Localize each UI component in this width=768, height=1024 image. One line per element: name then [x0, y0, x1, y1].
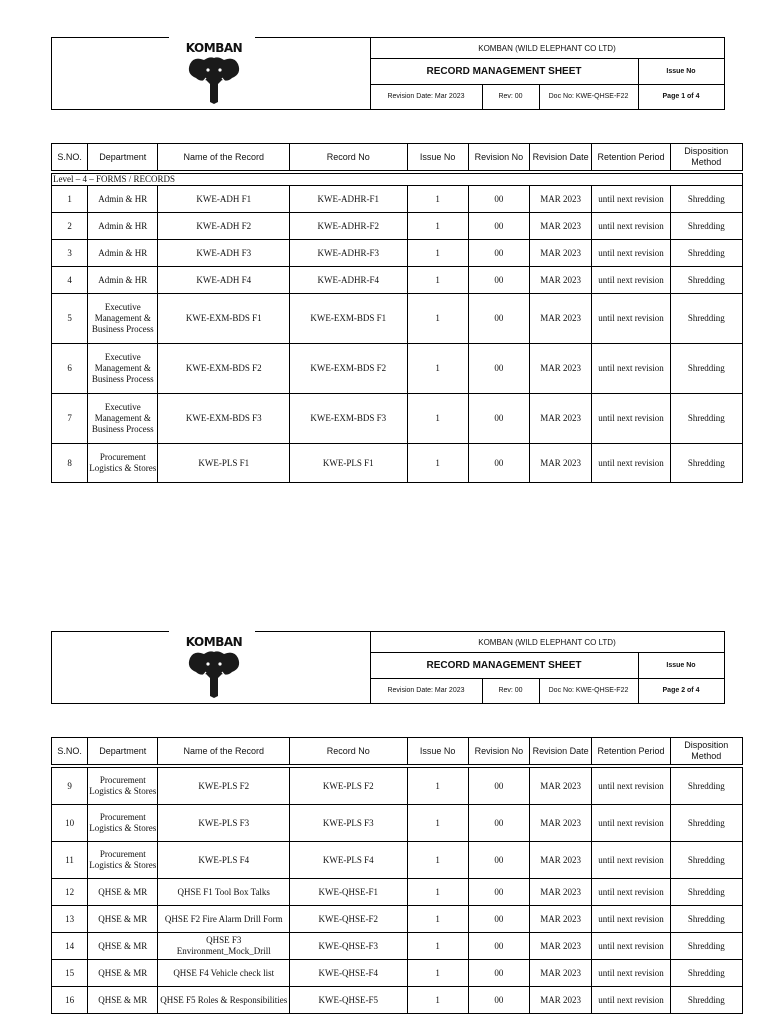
revision-date-cell: MAR 2023	[530, 186, 592, 213]
sno-cell: 11	[52, 842, 88, 879]
revision-cell: 00	[468, 394, 529, 444]
retention-cell: until next revision	[592, 394, 670, 444]
record-name-cell: KWE-PLS F2	[158, 768, 290, 805]
disposition-cell: Shredding	[670, 960, 742, 987]
revision-cell: 00	[468, 906, 529, 933]
department-cell: QHSE & MR	[88, 987, 158, 1014]
record-name-cell: QHSE F4 Vehicle check list	[158, 960, 290, 987]
retention-cell: until next revision	[592, 294, 670, 344]
revision-date-cell: MAR 2023	[530, 444, 592, 483]
table-header-row	[52, 144, 743, 171]
department-cell: Executive Management & Business Process	[88, 394, 158, 444]
revision-date-cell: MAR 2023	[530, 240, 592, 267]
revision-cell: 00	[468, 344, 529, 394]
issue-cell: 1	[407, 444, 468, 483]
document-header	[51, 37, 725, 110]
issue-cell: 1	[407, 805, 468, 842]
record-number-cell: KWE-QHSE-F3	[290, 933, 408, 960]
table-row	[52, 842, 743, 879]
revision-number: Rev: 00	[482, 84, 540, 109]
department-cell: Admin & HR	[88, 240, 158, 267]
disposition-cell: Shredding	[670, 933, 742, 960]
record-name-cell: KWE-ADH F3	[158, 240, 290, 267]
disposition-cell: Shredding	[670, 294, 742, 344]
department-cell: Admin & HR	[88, 186, 158, 213]
disposition-cell: Shredding	[670, 805, 742, 842]
record-number-cell: KWE-ADHR-F3	[290, 240, 408, 267]
retention-cell: until next revision	[592, 842, 670, 879]
department-cell: QHSE & MR	[88, 906, 158, 933]
issue-label: Issue No	[666, 67, 696, 75]
revision-cell: 00	[468, 213, 529, 240]
record-number-cell: KWE-ADHR-F2	[290, 213, 408, 240]
record-name-cell: KWE-ADH F1	[158, 186, 290, 213]
col-header: Disposition Method	[670, 738, 742, 765]
sno-cell: 14	[52, 933, 88, 960]
col-header: Revision No	[468, 144, 529, 171]
revision-cell: 00	[468, 842, 529, 879]
page-number: Page 2 of 4	[662, 687, 700, 694]
col-header: S.NO.	[52, 738, 88, 765]
col-header: Retention Period	[592, 738, 670, 765]
disposition-cell: Shredding	[670, 444, 742, 483]
retention-cell: until next revision	[592, 267, 670, 294]
elephant-logo-icon	[184, 648, 244, 698]
elephant-logo-icon	[184, 54, 244, 104]
issue-cell: 1	[407, 933, 468, 960]
revision-date-cell: MAR 2023	[530, 394, 592, 444]
department-cell: Procurement Logistics & Stores	[88, 842, 158, 879]
disposition-cell: Shredding	[670, 768, 742, 805]
record-name-cell: KWE-PLS F1	[158, 444, 290, 483]
revision-cell: 00	[468, 186, 529, 213]
retention-cell: until next revision	[592, 344, 670, 394]
revision-date-cell: MAR 2023	[530, 842, 592, 879]
sno-cell: 3	[52, 240, 88, 267]
record-name-cell: KWE-EXM-BDS F1	[158, 294, 290, 344]
disposition-cell: Shredding	[670, 240, 742, 267]
disposition-cell: Shredding	[670, 344, 742, 394]
disposition-cell: Shredding	[670, 213, 742, 240]
revision-cell: 00	[468, 267, 529, 294]
revision-cell: 00	[468, 240, 529, 267]
revision-cell: 00	[468, 879, 529, 906]
table-row	[52, 267, 743, 294]
retention-cell: until next revision	[592, 768, 670, 805]
revision-cell: 00	[468, 444, 529, 483]
issue-cell: 1	[407, 906, 468, 933]
issue-cell: 1	[407, 960, 468, 987]
revision-date-cell: MAR 2023	[530, 267, 592, 294]
record-number-cell: KWE-ADHR-F1	[290, 186, 408, 213]
record-number-cell: KWE-PLS F1	[290, 444, 408, 483]
records-table-page-2	[51, 737, 743, 1014]
table-row	[52, 879, 743, 906]
col-header: Issue No	[407, 738, 468, 765]
document-number: Doc No: KWE-QHSE-F22	[539, 84, 639, 109]
disposition-cell: Shredding	[670, 394, 742, 444]
table-row	[52, 394, 743, 444]
record-name-cell: KWE-ADH F2	[158, 213, 290, 240]
issue-cell: 1	[407, 267, 468, 294]
sheet-title: RECORD MANAGEMENT SHEET	[370, 58, 639, 84]
revision-date-cell: MAR 2023	[530, 879, 592, 906]
retention-cell: until next revision	[592, 213, 670, 240]
disposition-cell: Shredding	[670, 842, 742, 879]
issue-cell: 1	[407, 186, 468, 213]
sno-cell: 12	[52, 879, 88, 906]
disposition-cell: Shredding	[670, 987, 742, 1014]
record-number-cell: KWE-EXM-BDS F2	[290, 344, 408, 394]
disposition-cell: Shredding	[670, 267, 742, 294]
table-row	[52, 768, 743, 805]
col-header: Revision Date	[530, 144, 592, 171]
issue-cell: 1	[407, 879, 468, 906]
revision-date-cell: MAR 2023	[530, 805, 592, 842]
col-header: Record No	[290, 144, 408, 171]
record-name-cell: KWE-PLS F3	[158, 805, 290, 842]
table-row	[52, 294, 743, 344]
document-number: Doc No: KWE-QHSE-F22	[539, 678, 639, 703]
department-cell: Procurement Logistics & Stores	[88, 768, 158, 805]
record-number-cell: KWE-QHSE-F5	[290, 987, 408, 1014]
table-row	[52, 240, 743, 267]
record-name-cell: KWE-ADH F4	[158, 267, 290, 294]
logo-cell	[52, 38, 371, 109]
table-row	[52, 213, 743, 240]
issue-label: Issue No	[666, 661, 696, 669]
retention-cell: until next revision	[592, 906, 670, 933]
record-name-cell: QHSE F3 Environment_Mock_Drill	[158, 933, 290, 960]
sno-cell: 16	[52, 987, 88, 1014]
issue-cell: 1	[407, 842, 468, 879]
company-name: KOMBAN (WILD ELEPHANT CO LTD)	[370, 38, 724, 59]
col-header: S.NO.	[52, 144, 88, 171]
revision-date-cell: MAR 2023	[530, 960, 592, 987]
col-header: Retention Period	[592, 144, 670, 171]
revision-date-cell: MAR 2023	[530, 344, 592, 394]
department-cell: Admin & HR	[88, 267, 158, 294]
revision-cell: 00	[468, 805, 529, 842]
table-row	[52, 987, 743, 1014]
retention-cell: until next revision	[592, 960, 670, 987]
sno-cell: 2	[52, 213, 88, 240]
records-table-page-1	[51, 143, 743, 483]
sno-cell: 8	[52, 444, 88, 483]
col-header: Disposition Method	[670, 144, 742, 171]
table-row	[52, 444, 743, 483]
record-number-cell: KWE-PLS F4	[290, 842, 408, 879]
col-header: Department	[88, 144, 158, 171]
company-logo-text: KOMBAN	[185, 41, 243, 55]
table-row	[52, 805, 743, 842]
issue-cell: 1	[407, 213, 468, 240]
record-name-cell: KWE-PLS F4	[158, 842, 290, 879]
record-name-cell: QHSE F1 Tool Box Talks	[158, 879, 290, 906]
retention-cell: until next revision	[592, 186, 670, 213]
col-header: Name of the Record	[158, 738, 290, 765]
issue-cell: 1	[407, 768, 468, 805]
revision-date: Revision Date: Mar 2023	[370, 84, 483, 109]
sno-cell: 13	[52, 906, 88, 933]
issue-cell: 1	[407, 987, 468, 1014]
record-number-cell: KWE-QHSE-F4	[290, 960, 408, 987]
sno-cell: 1	[52, 186, 88, 213]
issue-cell: 1	[407, 344, 468, 394]
record-number-cell: KWE-PLS F2	[290, 768, 408, 805]
level-label: Level – 4 – FORMS / RECORDS	[52, 174, 743, 186]
revision-date-cell: MAR 2023	[530, 987, 592, 1014]
record-number-cell: KWE-EXM-BDS F3	[290, 394, 408, 444]
disposition-cell: Shredding	[670, 186, 742, 213]
col-header: Department	[88, 738, 158, 765]
issue-cell: 1	[407, 240, 468, 267]
sno-cell: 4	[52, 267, 88, 294]
record-name-cell: KWE-EXM-BDS F2	[158, 344, 290, 394]
issue-cell: 1	[407, 294, 468, 344]
col-header: Revision No	[468, 738, 529, 765]
record-name-cell: KWE-EXM-BDS F3	[158, 394, 290, 444]
table-row	[52, 960, 743, 987]
revision-date: Revision Date: Mar 2023	[370, 678, 483, 703]
page-number: Page 1 of 4	[662, 93, 700, 100]
sno-cell: 6	[52, 344, 88, 394]
revision-number: Rev: 00	[482, 678, 540, 703]
retention-cell: until next revision	[592, 933, 670, 960]
revision-cell: 00	[468, 768, 529, 805]
table-row	[52, 344, 743, 394]
record-number-cell: KWE-EXM-BDS F1	[290, 294, 408, 344]
revision-cell: 00	[468, 987, 529, 1014]
department-cell: QHSE & MR	[88, 960, 158, 987]
record-number-cell: KWE-ADHR-F4	[290, 267, 408, 294]
department-cell: Executive Management & Business Process	[88, 344, 158, 394]
disposition-cell: Shredding	[670, 879, 742, 906]
retention-cell: until next revision	[592, 805, 670, 842]
record-name-cell: QHSE F2 Fire Alarm Drill Form	[158, 906, 290, 933]
sno-cell: 7	[52, 394, 88, 444]
revision-date-cell: MAR 2023	[530, 768, 592, 805]
table-row	[52, 933, 743, 960]
col-header: Issue No	[407, 144, 468, 171]
department-cell: Admin & HR	[88, 213, 158, 240]
table-row	[52, 186, 743, 213]
retention-cell: until next revision	[592, 444, 670, 483]
revision-cell: 00	[468, 933, 529, 960]
company-name: KOMBAN (WILD ELEPHANT CO LTD)	[370, 632, 724, 653]
retention-cell: until next revision	[592, 879, 670, 906]
revision-cell: 00	[468, 960, 529, 987]
sno-cell: 9	[52, 768, 88, 805]
department-cell: Executive Management & Business Process	[88, 294, 158, 344]
revision-date-cell: MAR 2023	[530, 294, 592, 344]
record-name-cell: QHSE F5 Roles & Responsibilities	[158, 987, 290, 1014]
department-cell: Procurement Logistics & Stores	[88, 805, 158, 842]
revision-date-cell: MAR 2023	[530, 213, 592, 240]
retention-cell: until next revision	[592, 240, 670, 267]
table-header-row	[52, 738, 743, 765]
department-cell: QHSE & MR	[88, 933, 158, 960]
sheet-title: RECORD MANAGEMENT SHEET	[370, 652, 639, 678]
sno-cell: 15	[52, 960, 88, 987]
sno-cell: 10	[52, 805, 88, 842]
disposition-cell: Shredding	[670, 906, 742, 933]
department-cell: QHSE & MR	[88, 879, 158, 906]
revision-date-cell: MAR 2023	[530, 933, 592, 960]
issue-cell: 1	[407, 394, 468, 444]
level-row	[52, 174, 743, 186]
department-cell: Procurement Logistics & Stores	[88, 444, 158, 483]
revision-date-cell: MAR 2023	[530, 906, 592, 933]
logo-cell	[52, 632, 371, 703]
record-number-cell: KWE-QHSE-F1	[290, 879, 408, 906]
record-number-cell: KWE-QHSE-F2	[290, 906, 408, 933]
col-header: Revision Date	[530, 738, 592, 765]
col-header: Record No	[290, 738, 408, 765]
record-number-cell: KWE-PLS F3	[290, 805, 408, 842]
company-logo-text: KOMBAN	[185, 635, 243, 649]
sno-cell: 5	[52, 294, 88, 344]
retention-cell: until next revision	[592, 987, 670, 1014]
revision-cell: 00	[468, 294, 529, 344]
table-row	[52, 906, 743, 933]
col-header: Name of the Record	[158, 144, 290, 171]
document-header	[51, 631, 725, 704]
